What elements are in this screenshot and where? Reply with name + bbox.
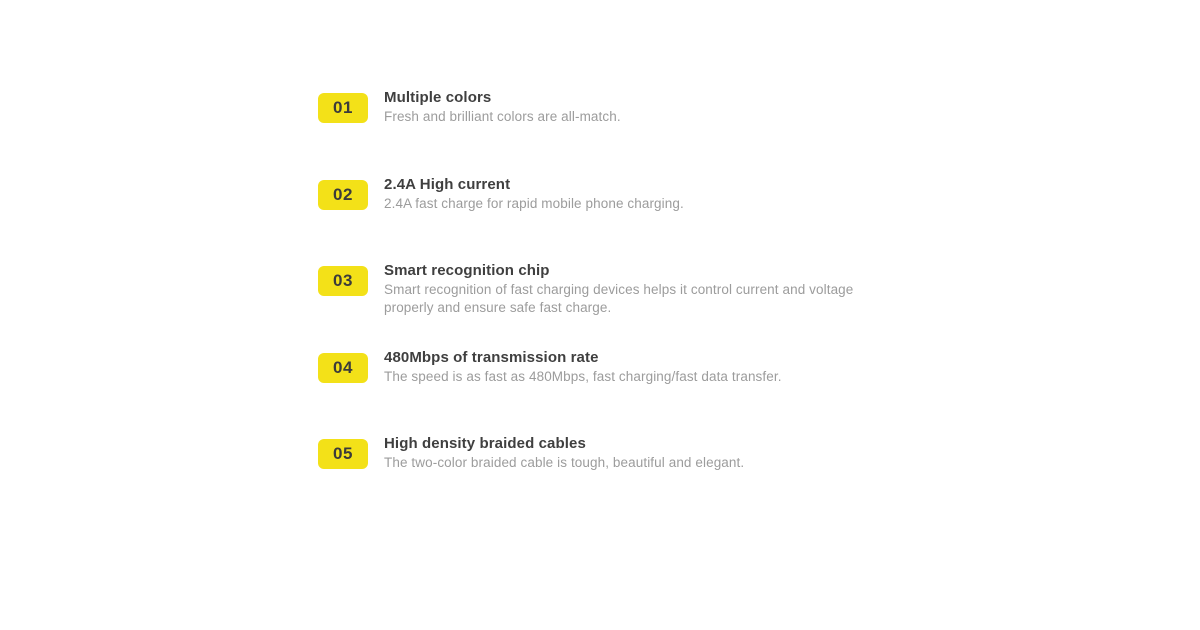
feature-description: 2.4A fast charge for rapid mobile phone charging. bbox=[384, 196, 684, 211]
feature-item bbox=[318, 88, 621, 126]
feature-description: Fresh and brilliant colors are all-match. bbox=[384, 109, 621, 124]
feature-number-badge: 01 bbox=[318, 93, 368, 123]
feature-description: The two-color braided cable is tough, beautiful and elegant. bbox=[384, 455, 745, 470]
feature-text-block bbox=[384, 261, 862, 316]
feature-title: 2.4A High current bbox=[384, 176, 511, 193]
feature-text-block bbox=[384, 434, 744, 472]
feature-item bbox=[318, 348, 782, 386]
feature-item bbox=[318, 261, 862, 316]
feature-number-badge: 04 bbox=[318, 353, 368, 383]
feature-number-badge: 02 bbox=[318, 180, 368, 210]
feature-number-badge: 03 bbox=[318, 266, 368, 296]
feature-description: Smart recognition of fast charging devices helps it control current and voltage properly and ensure safe fast charge. bbox=[384, 282, 854, 315]
feature-text-block bbox=[384, 88, 621, 126]
feature-description: The speed is as fast as 480Mbps, fast charging/fast data transfer. bbox=[384, 369, 782, 384]
feature-title: High density braided cables bbox=[384, 435, 586, 452]
feature-text-block bbox=[384, 175, 684, 213]
feature-title: Multiple colors bbox=[384, 89, 492, 106]
feature-title: 480Mbps of transmission rate bbox=[384, 349, 599, 366]
feature-number-badge: 05 bbox=[318, 439, 368, 469]
feature-item bbox=[318, 175, 684, 213]
feature-item bbox=[318, 434, 744, 472]
feature-text-block bbox=[384, 348, 782, 386]
feature-title: Smart recognition chip bbox=[384, 262, 550, 279]
